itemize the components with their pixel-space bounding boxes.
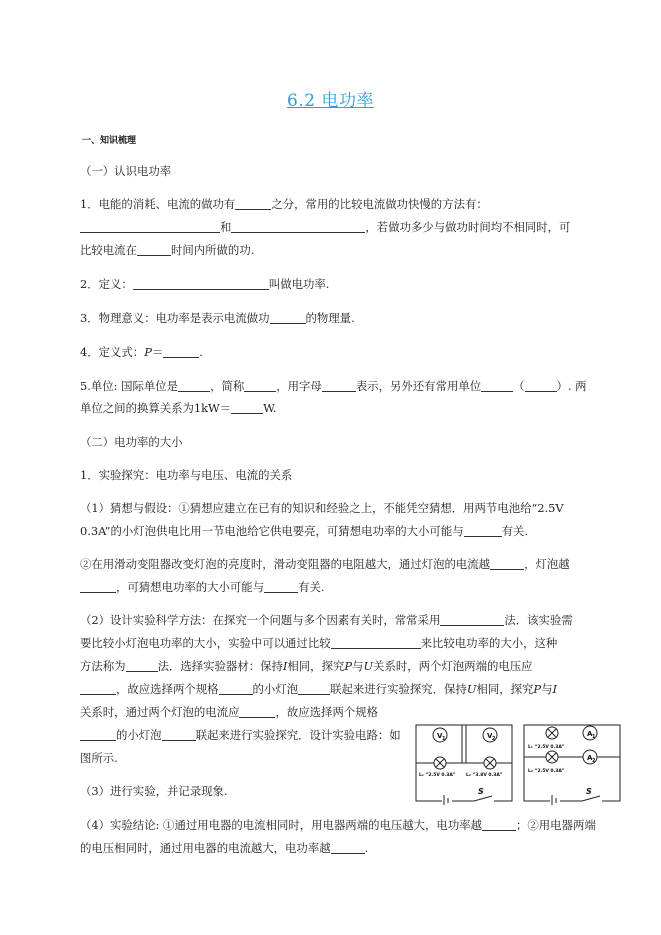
ammeter-2-sub: 2 [592, 758, 596, 764]
voltmeter-1-label: V [437, 732, 443, 740]
question-5-line-1 [80, 378, 586, 394]
voltmeter-2-sub: 2 [492, 736, 496, 742]
text: 与 [352, 659, 364, 673]
answer-blank[interactable] [244, 380, 276, 392]
variable-p: P [533, 682, 542, 696]
ammeter-1-label: A [587, 730, 593, 738]
subsection-heading-1: （一）认识电功率 [80, 164, 172, 178]
answer-blank[interactable] [162, 729, 196, 741]
question-1-line-3 [80, 242, 586, 258]
design-line-7: 图所示. [80, 751, 118, 765]
answer-blank[interactable] [137, 244, 171, 256]
answer-blank[interactable] [133, 278, 269, 290]
lamp-1-label: L₁ “2.5V 0.3A” [419, 773, 456, 778]
text: ）. 两 [556, 379, 587, 393]
variable-p: P [144, 345, 152, 359]
text: 表示，另外还有常用单位 [355, 379, 482, 393]
answer-blank[interactable] [239, 706, 275, 718]
answer-blank[interactable] [231, 402, 263, 414]
text: 方法称为 [80, 659, 126, 673]
variable-u: U [363, 659, 374, 673]
text: 时间内所做的功. [170, 243, 255, 257]
answer-blank[interactable] [482, 819, 516, 831]
text: 1．电能的消耗、电流的做功有 [80, 197, 236, 211]
switch-label: S [478, 787, 484, 796]
switch-label: S [586, 787, 592, 796]
circuit-diagrams [414, 717, 624, 805]
step-3: （3）进行实验，并记录现象. [80, 784, 228, 798]
experiment-heading: 1．实验探究：电功率与电压、电流的关系 [80, 468, 293, 482]
series-circuit [416, 725, 512, 805]
text: 的小灯泡 [116, 728, 162, 742]
text: 0.3A”的小灯泡供电比用一节电池给它供电要亮，可猜想电功率的大小可能与 [80, 524, 464, 538]
guess-line-3 [80, 556, 586, 572]
text: （4）实验结论: ①通过用电器的电流相同时，用电器两端的电压越大，电功率越 [80, 818, 482, 832]
answer-blank[interactable] [464, 525, 502, 537]
text: 之分，常用的比较电流做功快慢的方法有： [271, 197, 488, 211]
question-3 [80, 310, 586, 326]
text: 3．物理意义：电功率是表示电流做功 [80, 311, 270, 325]
question-2 [80, 276, 586, 292]
design-line-1 [80, 612, 586, 628]
variable-p: P [344, 659, 353, 673]
answer-blank[interactable] [270, 312, 306, 324]
guess-line-2 [80, 523, 586, 539]
text: 与 [541, 682, 553, 696]
text: ，简称 [210, 379, 245, 393]
answer-blank[interactable] [178, 380, 210, 392]
section-heading: 一、知识梳理 [82, 136, 137, 146]
answer-blank[interactable] [80, 729, 116, 741]
page-title: 6.2 电功率 [287, 91, 374, 111]
text: （2）设计实验科学方法：在探究一个问题与多个因素有关时，常常采用 [80, 613, 441, 627]
text: ，灯泡越 [524, 557, 570, 571]
text: 叫做电功率. [268, 277, 330, 291]
design-line-2 [80, 635, 586, 651]
parallel-circuit [524, 725, 620, 805]
text: 相同，探究 [287, 659, 345, 673]
text: . [199, 345, 203, 359]
text: 法．选择实验器材：保持 [157, 659, 283, 673]
text: 和 [220, 220, 232, 234]
ammeter-2-label: A [587, 754, 593, 762]
text: 联起来进行实验探究．保持 [330, 682, 467, 696]
lamp-2-label: L₂ “3.8V 0.3A” [466, 773, 503, 778]
text: ，故应选择两个规格 [116, 682, 219, 696]
text: 关系时，通过两个灯泡的电流应 [80, 705, 240, 719]
voltmeter-2-label: V [487, 732, 493, 740]
text: （ [513, 379, 525, 393]
variable-i: I [282, 659, 288, 673]
answer-blank[interactable] [80, 581, 116, 593]
text: 比较电流在 [80, 243, 137, 257]
answer-blank[interactable] [231, 221, 365, 233]
text: 法．该实验需 [504, 613, 573, 627]
answer-blank[interactable] [490, 558, 524, 570]
text: 4．定义式： [80, 345, 145, 359]
answer-blank[interactable] [235, 198, 271, 210]
text: 单位之间的换算关系为1kW＝ [80, 401, 232, 415]
design-line-4 [80, 681, 586, 697]
answer-blank[interactable] [481, 380, 513, 392]
guess-line-4 [80, 579, 586, 595]
text: ，若做功多少与做功时间均不相同时，可 [365, 220, 571, 234]
circuit-outer-wire [524, 725, 620, 801]
answer-blank[interactable] [331, 842, 365, 854]
design-line-3 [80, 658, 586, 674]
answer-blank[interactable] [80, 683, 116, 695]
text: 的电压相同时，通过用电器的电流越大，电功率越 [80, 841, 331, 855]
text: ，用字母 [276, 379, 322, 393]
text: . [364, 841, 369, 855]
variable-i: I [552, 682, 557, 696]
question-5-line-2 [80, 400, 586, 416]
lamp-2-label: L₂ “2.5V 0.3A” [528, 769, 565, 774]
text: ＝ [151, 345, 164, 359]
question-4 [80, 344, 586, 360]
text: ②在用滑动变阻器改变灯泡的亮度时，滑动变阻器的电阻越大，通过灯泡的电流越 [80, 557, 491, 571]
variable-u: U [466, 682, 477, 696]
answer-blank[interactable] [163, 346, 199, 358]
ammeter-1-sub: 1 [592, 734, 596, 740]
text: 来比较电功率的大小，这种 [420, 636, 558, 650]
text: ，可猜想电功率的大小可能与 [116, 580, 265, 594]
subsection-heading-2: （二）电功率的大小 [80, 435, 183, 449]
text: ，故应选择两个规格 [275, 705, 379, 719]
text: 有关. [501, 524, 529, 538]
conclusion-line-1 [80, 817, 596, 833]
text: 的小灯泡 [252, 682, 299, 696]
text: 联起来进行实验探究．设计实验电路：如 [195, 728, 401, 742]
text: 有关. [298, 580, 325, 594]
voltmeter-1-sub: 1 [442, 736, 446, 742]
text: 关系时，两个灯泡两端的电压应 [373, 659, 533, 673]
answer-blank[interactable] [264, 581, 298, 593]
text: 要比较小灯泡电功率的大小，实验中可以通过比较 [80, 636, 331, 650]
answer-blank[interactable] [80, 221, 220, 233]
question-1-line-1 [80, 196, 586, 212]
lamp-1-label: L₁ “2.5V 0.3A” [528, 745, 565, 750]
guess-line-1: （1）猜想与假设：①猜想应建立在已有的知识和经验之上，不能凭空猜想．用两节电池给“2.5V [80, 501, 564, 515]
answer-blank[interactable] [298, 683, 330, 695]
text: 的物理量. [305, 311, 355, 325]
question-1-line-2 [80, 219, 586, 235]
answer-blank[interactable] [331, 637, 421, 649]
text: W. [263, 401, 277, 415]
text: 5.单位: 国际单位是 [80, 379, 179, 393]
text: ；②用电器两端 [516, 818, 596, 832]
answer-blank[interactable] [126, 660, 158, 672]
text: 2．定义： [80, 277, 133, 291]
conclusion-line-2 [80, 840, 586, 856]
answer-blank[interactable] [525, 380, 557, 392]
answer-blank[interactable] [322, 380, 356, 392]
answer-blank[interactable] [219, 683, 253, 695]
answer-blank[interactable] [440, 614, 504, 626]
text: 相同，探究 [476, 682, 534, 696]
